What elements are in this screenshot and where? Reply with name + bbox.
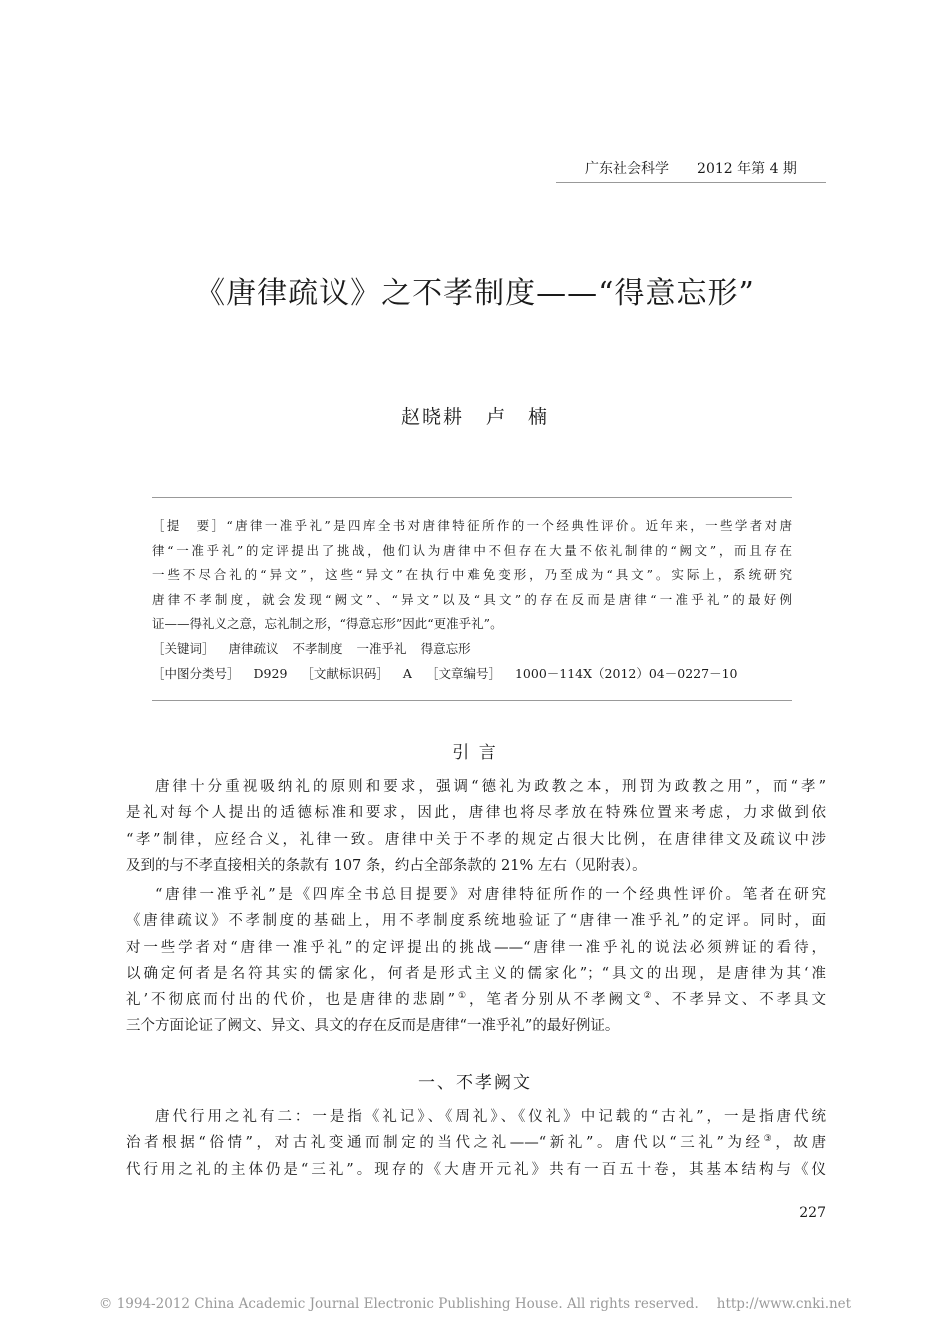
text-line: 礼’不彻底而付出的代价，也是唐律的悲剧”①，笔者分别从不孝阙文②、不孝异文、不孝具文 (126, 991, 826, 1009)
keyword: 得意忘形 (420, 640, 471, 656)
article-number-label: ［文章编号］ (425, 665, 501, 681)
keywords-line (152, 637, 792, 662)
journal-name: 广东社会科学 (585, 161, 670, 177)
copyright-footer (0, 1296, 950, 1312)
abstract-label: ［提 要］ (152, 518, 227, 533)
paragraph-3 (126, 1104, 826, 1183)
text-line: 及到的与不孝直接相关的条款有 107 条，约占全部条款的 21% 左右（见附表）。 (126, 857, 647, 874)
abstract-line: 证——得礼义之意，忘礼制之形，“得意忘形”因此“更准乎礼”。 (152, 616, 503, 632)
text-line: 代行用之礼的主体仍是“三礼”。现存的《大唐开元礼》共有一百五十卷，其基本结构与《仪 (126, 1161, 826, 1178)
article-number-value: 1000－114X（2012）04－0227－10 (514, 665, 738, 681)
abstract-text: “唐律一准乎礼”是四库全书对唐律特征所作的一个经典性评价。近年来，一些学者对唐 (226, 518, 792, 533)
text-line: “唐律一准乎礼”是《四库全书总目提要》对唐律特征所作的一个经典性评价。笔者在研究 (155, 887, 826, 903)
abstract-line (152, 514, 792, 539)
text-line: “孝”制律，应经合义，礼律一致。唐律中关于不孝的规定占很大比例，在唐律律文及疏议中涉 (126, 831, 826, 848)
abstract-line: 唐律不孝制度，就会发现“阙文”、“异文”以及“具文”的存在反而是唐律“一准乎礼”的最好例 (152, 591, 792, 607)
copyright-text: © 1994-2012 China Academic Journal Electronic Publishing House. All rights reserved. (98, 1296, 699, 1312)
clc-value: D929 (253, 665, 288, 681)
abstract-box (152, 497, 792, 701)
text-line: 三个方面论证了阙文、异文、具文的存在反而是唐律“一准乎礼”的最好例证。 (126, 1018, 620, 1035)
classification-line (152, 662, 792, 687)
text-line: 唐律十分重视吸纳礼的原则和要求，强调“德礼为政教之本，刑罚为政教之用”，而“孝” (155, 779, 826, 795)
footnote-mark: ③ (763, 1134, 776, 1145)
text-line: 以确定何者是名符其实的儒家化，何者是形式主义的儒家化”；“具文的出现，是唐律为其‘准 (126, 965, 826, 982)
text-line: 治者根据“俗情”，对古礼变通而制定的当代之礼——“新礼”。唐代以“三礼”为经③，故唐 (126, 1134, 827, 1152)
keyword: 不孝制度 (292, 640, 343, 656)
footnote-mark: ① (455, 991, 469, 1002)
section-heading-1: 一、不孝阙文 (418, 1073, 532, 1093)
keyword: 一准乎礼 (356, 640, 407, 656)
paragraph-2 (126, 882, 826, 1040)
article-title: 《唐律疏议》之不孝制度——“得意忘形” (195, 276, 755, 311)
doc-code-label: ［文献标识码］ (301, 665, 389, 681)
text-line: 唐代行用之礼有二：一是指《礼记》、《周礼》、《仪礼》中记载的“古礼”，一是指唐代统 (155, 1109, 826, 1125)
page-number: 227 (799, 1205, 826, 1221)
footnote-mark: ② (643, 991, 655, 1002)
abstract-line: 一些不尽合礼的“异文”，这些“异文”在执行中难免变形，乃至成为“具文”。实际上，系统研究 (152, 567, 792, 583)
section-heading-intro: 引 言 (452, 743, 498, 763)
keywords-label: ［关键词］ (152, 640, 215, 656)
text-line: 是礼对每个人提出的适德标准和要求，因此，唐律也将尽孝放在特殊位置来考虑，力求做到依 (126, 805, 826, 822)
text-line: 对一些学者对“唐律一准乎礼”的定评提出的挑战——“唐律一准乎礼的说法必须辨证的看待， (126, 939, 826, 956)
text-line: 《唐律疏议》不孝制度的基础上，用不孝制度系统地验证了“唐律一准乎礼”的定评。同时，面 (126, 913, 826, 930)
footer-url[interactable]: http://www.cnki.net (716, 1296, 852, 1312)
issue-number: 2012 年第 4 期 (697, 161, 797, 177)
authors (0, 402, 950, 429)
abstract-line: 律“一准乎礼”的定评提出了挑战，他们认为唐律中不但存在大量不依礼制律的“阙文”，而且存在 (152, 542, 792, 558)
author-2: 卢 楠 (486, 406, 550, 428)
clc-label: ［中图分类号］ (152, 665, 240, 681)
keyword: 唐律疏议 (228, 640, 279, 656)
doc-code-value: A (402, 665, 412, 681)
paragraph-1 (126, 774, 826, 879)
author-1: 赵晓耕 (400, 406, 464, 428)
running-header (556, 158, 826, 183)
